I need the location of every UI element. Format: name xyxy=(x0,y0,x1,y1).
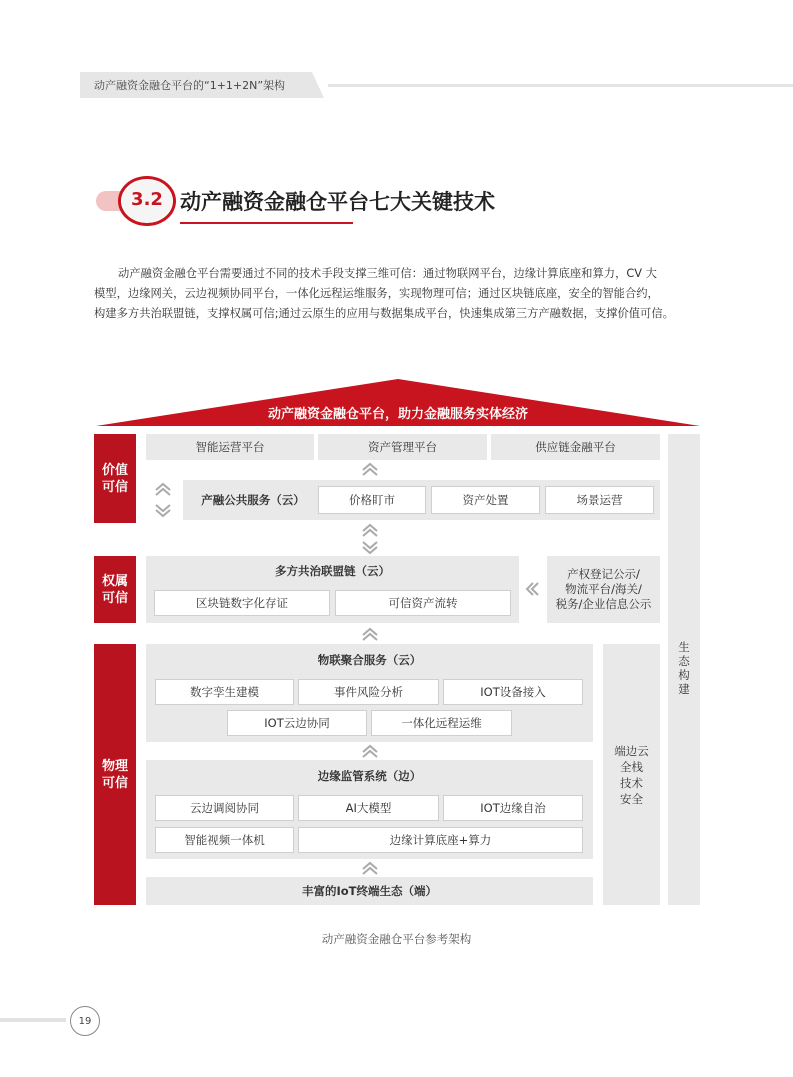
section-title-underline xyxy=(180,222,353,224)
edge-system-item: 云边调阅协同 xyxy=(155,795,294,821)
edge-system-item: 智能视频一体机 xyxy=(155,827,294,853)
alliance-chain-title: 多方共治联盟链（云） xyxy=(275,564,390,578)
iot-service-title: 物联聚合服务（云） xyxy=(317,653,422,667)
section-title: 动产融资金融仓平台七大关键技术 xyxy=(180,190,495,214)
edge-cloud-security: 端边云 全栈 技术 安全 xyxy=(603,644,660,905)
platform-supply-chain-finance: 供应链金融平台 xyxy=(491,434,660,460)
up-chevron-icon xyxy=(360,461,380,477)
industry-service-title: 产融公共服务（云） xyxy=(201,493,305,507)
body-paragraph xyxy=(94,264,700,324)
header-rule xyxy=(328,84,793,87)
layer-physical-trust: 物理 可信 xyxy=(94,644,136,905)
up-chevron-icon xyxy=(360,743,380,759)
footer-rule xyxy=(0,1018,66,1022)
industry-service-item: 场景运营 xyxy=(545,486,654,514)
industry-service-item: 资产处置 xyxy=(431,486,540,514)
edge-system-item: AI大模型 xyxy=(298,795,439,821)
left-chevron-icon xyxy=(523,581,543,597)
industry-service-item: 价格盯市 xyxy=(318,486,426,514)
running-header-title: 动产融资金融仓平台的“1+1+2N”架构 xyxy=(94,79,286,92)
down-chevron-icon xyxy=(153,503,173,519)
iot-service-item: IOT设备接入 xyxy=(443,679,583,705)
alliance-chain-item: 可信资产流转 xyxy=(335,590,511,616)
edge-system-title: 边缘监管系统（边） xyxy=(317,769,422,783)
layer-value-trust: 价值 可信 xyxy=(94,434,136,523)
paragraph-line: 模型，边缘网关，云边视频协同平台，一体化远程运维服务，实现物理可信；通过区块链底座，安全的智能合约， xyxy=(94,287,659,300)
down-chevron-icon xyxy=(360,540,380,556)
alliance-chain-item: 区块链数字化存证 xyxy=(154,590,330,616)
diagram-roof-title: 动产融资金融仓平台，助力金融服务实体经济 xyxy=(267,407,528,422)
iot-service-item: 事件风险分析 xyxy=(298,679,439,705)
paragraph-line: 构建多方共治联盟链，支撑权属可信;通过云原生的应用与数据集成平台，快速集成第三方产融数据，支撑价值可信。 xyxy=(94,307,674,320)
edge-system-item: 边缘计算底座+算力 xyxy=(298,827,583,853)
edge-system-item: IOT边缘自治 xyxy=(443,795,583,821)
platform-smart-operation: 智能运营平台 xyxy=(146,434,314,460)
external-data-sources: 产权登记公示/ 物流平台/海关/ 税务/企业信息公示 xyxy=(547,556,660,623)
iot-service-item: 数字孪生建模 xyxy=(155,679,294,705)
up-chevron-icon xyxy=(360,626,380,642)
iot-service-item: IOT云边协同 xyxy=(227,710,367,736)
page-number: 19 xyxy=(70,1006,100,1036)
paragraph-line: 动产融资金融仓平台需要通过不同的技术手段支撑三维可信：通过物联网平台，边缘计算底座和算力，CV 大 xyxy=(118,267,657,280)
iot-service-item: 一体化远程运维 xyxy=(371,710,512,736)
platform-asset-management: 资产管理平台 xyxy=(318,434,487,460)
iot-terminal-ecosystem: 丰富的IoT终端生态（端） xyxy=(146,877,593,905)
ecosystem-label: 生 态 构 建 xyxy=(678,640,690,696)
up-chevron-icon xyxy=(360,860,380,876)
section-number: 3.2 xyxy=(131,189,163,210)
layer-ownership-trust: 权属 可信 xyxy=(94,556,136,623)
figure-caption: 动产融资金融仓平台参考架构 xyxy=(321,932,472,946)
up-chevron-icon xyxy=(153,481,173,497)
up-chevron-icon xyxy=(360,522,380,538)
